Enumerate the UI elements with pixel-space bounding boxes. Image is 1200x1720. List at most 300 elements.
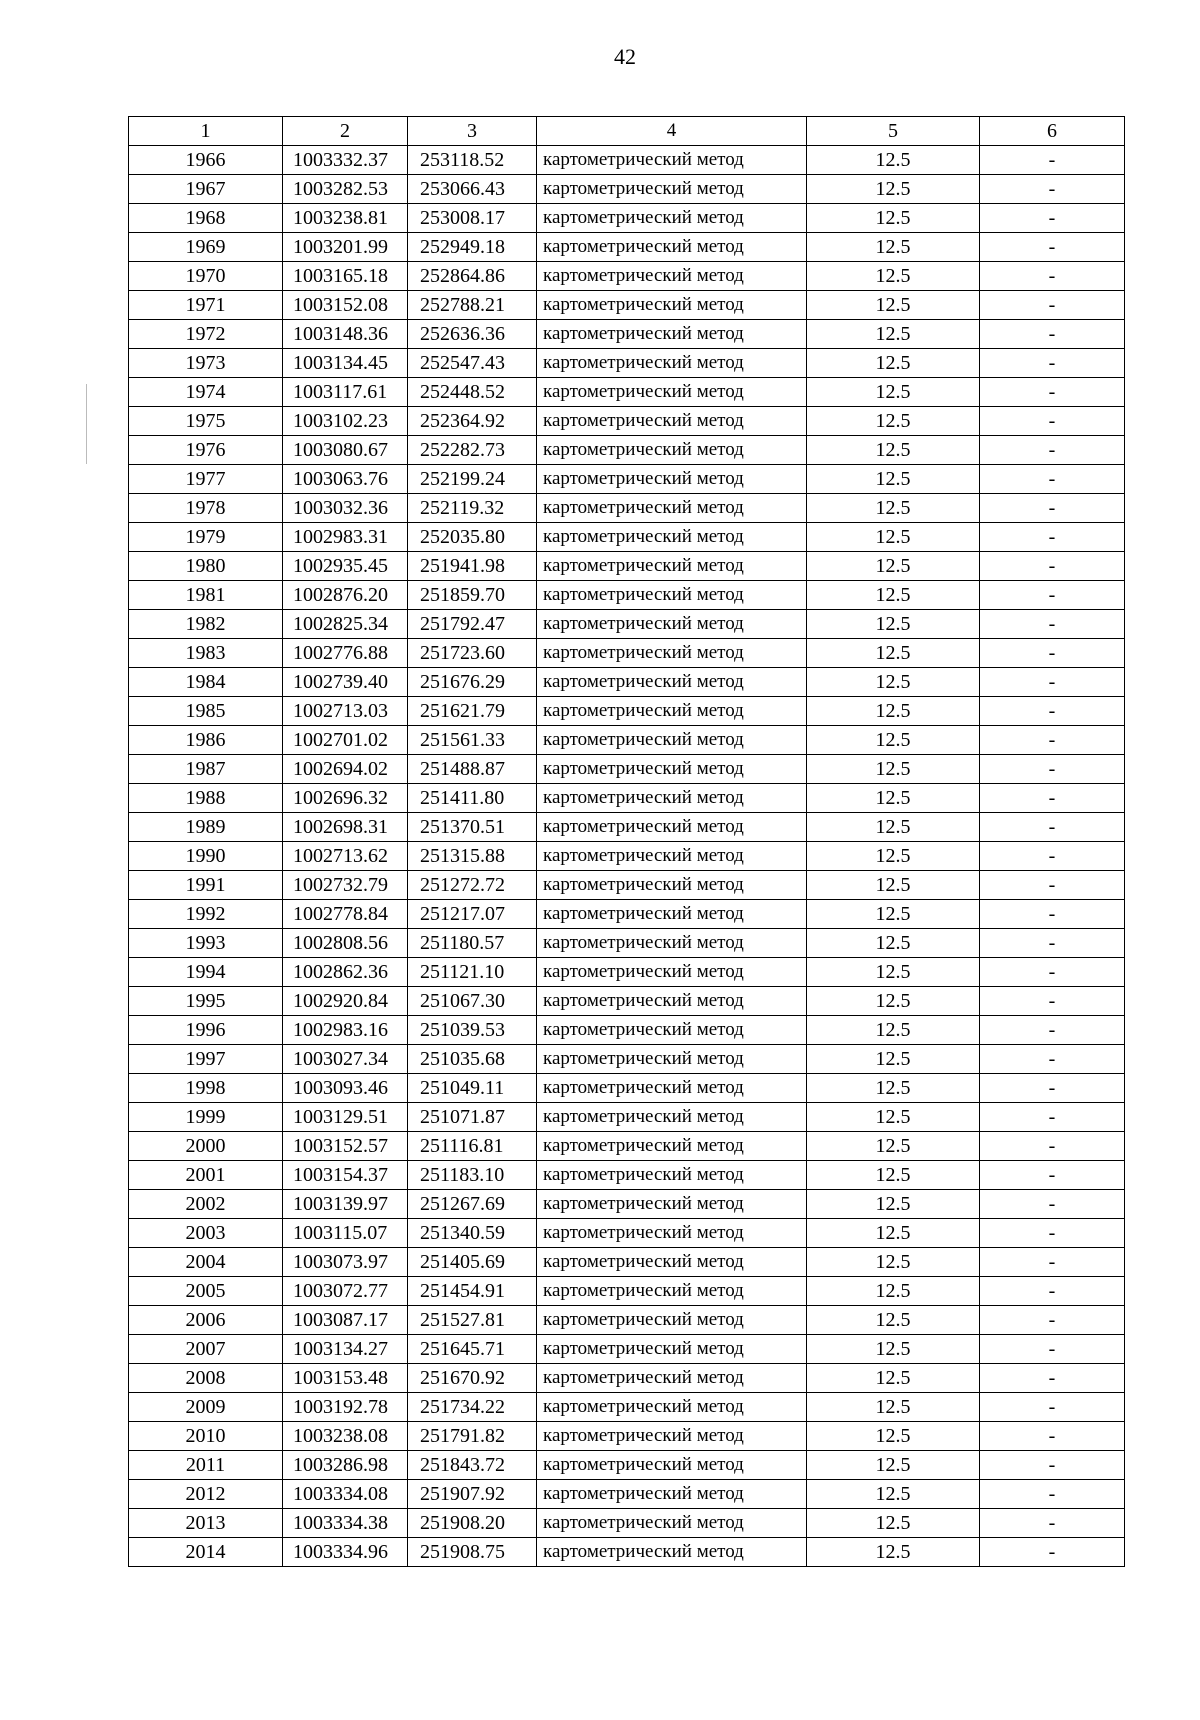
note-cell: - (980, 436, 1125, 465)
point-number-cell: 1997 (129, 1045, 283, 1074)
method-cell: картометрический метод (537, 726, 807, 755)
note-cell: - (980, 1045, 1125, 1074)
coordinates-table (128, 116, 1125, 1567)
accuracy-cell: 12.5 (807, 436, 980, 465)
note-cell: - (980, 146, 1125, 175)
table-row (129, 1364, 1125, 1393)
x-coordinate-cell: 1003117.61 (283, 378, 408, 407)
x-coordinate-cell: 1002920.84 (283, 987, 408, 1016)
method-cell: картометрический метод (537, 639, 807, 668)
accuracy-cell: 12.5 (807, 349, 980, 378)
note-cell: - (980, 1451, 1125, 1480)
table-row (129, 1161, 1125, 1190)
method-cell: картометрический метод (537, 871, 807, 900)
point-number-cell: 2010 (129, 1422, 283, 1451)
note-cell: - (980, 1248, 1125, 1277)
table-row (129, 204, 1125, 233)
point-number-cell: 2001 (129, 1161, 283, 1190)
table-row (129, 175, 1125, 204)
table-row (129, 726, 1125, 755)
x-coordinate-cell: 1002739.40 (283, 668, 408, 697)
table-row (129, 1538, 1125, 1567)
accuracy-cell: 12.5 (807, 378, 980, 407)
x-coordinate-cell: 1003115.07 (283, 1219, 408, 1248)
table-row (129, 871, 1125, 900)
accuracy-cell: 12.5 (807, 291, 980, 320)
x-coordinate-cell: 1003134.45 (283, 349, 408, 378)
note-cell: - (980, 639, 1125, 668)
accuracy-cell: 12.5 (807, 1451, 980, 1480)
y-coordinate-cell: 252864.86 (408, 262, 537, 291)
table-row (129, 465, 1125, 494)
point-number-cell: 1993 (129, 929, 283, 958)
note-cell: - (980, 378, 1125, 407)
note-cell: - (980, 813, 1125, 842)
accuracy-cell: 12.5 (807, 987, 980, 1016)
header-cell-4: 4 (537, 117, 807, 146)
method-cell: картометрический метод (537, 436, 807, 465)
method-cell: картометрический метод (537, 581, 807, 610)
y-coordinate-cell: 252364.92 (408, 407, 537, 436)
point-number-cell: 1968 (129, 204, 283, 233)
point-number-cell: 1969 (129, 233, 283, 262)
method-cell: картометрический метод (537, 1045, 807, 1074)
accuracy-cell: 12.5 (807, 465, 980, 494)
y-coordinate-cell: 251454.91 (408, 1277, 537, 1306)
table-row (129, 407, 1125, 436)
point-number-cell: 1988 (129, 784, 283, 813)
x-coordinate-cell: 1002983.16 (283, 1016, 408, 1045)
table-row (129, 1509, 1125, 1538)
x-coordinate-cell: 1002778.84 (283, 900, 408, 929)
note-cell: - (980, 1364, 1125, 1393)
note-cell: - (980, 1132, 1125, 1161)
method-cell: картометрический метод (537, 668, 807, 697)
point-number-cell: 1981 (129, 581, 283, 610)
y-coordinate-cell: 251941.98 (408, 552, 537, 581)
table-row (129, 1451, 1125, 1480)
point-number-cell: 1979 (129, 523, 283, 552)
method-cell: картометрический метод (537, 407, 807, 436)
point-number-cell: 1990 (129, 842, 283, 871)
accuracy-cell: 12.5 (807, 146, 980, 175)
point-number-cell: 2007 (129, 1335, 283, 1364)
method-cell: картометрический метод (537, 349, 807, 378)
point-number-cell: 1971 (129, 291, 283, 320)
method-cell: картометрический метод (537, 262, 807, 291)
note-cell: - (980, 349, 1125, 378)
y-coordinate-cell: 251527.81 (408, 1306, 537, 1335)
y-coordinate-cell: 251071.87 (408, 1103, 537, 1132)
point-number-cell: 2013 (129, 1509, 283, 1538)
point-number-cell: 1994 (129, 958, 283, 987)
accuracy-cell: 12.5 (807, 1248, 980, 1277)
method-cell: картометрический метод (537, 1219, 807, 1248)
x-coordinate-cell: 1002694.02 (283, 755, 408, 784)
note-cell: - (980, 291, 1125, 320)
method-cell: картометрический метод (537, 465, 807, 494)
x-coordinate-cell: 1003154.37 (283, 1161, 408, 1190)
x-coordinate-cell: 1002825.34 (283, 610, 408, 639)
x-coordinate-cell: 1002713.62 (283, 842, 408, 871)
x-coordinate-cell: 1003153.48 (283, 1364, 408, 1393)
table-row (129, 494, 1125, 523)
x-coordinate-cell: 1003152.57 (283, 1132, 408, 1161)
y-coordinate-cell: 251859.70 (408, 581, 537, 610)
table-row (129, 349, 1125, 378)
y-coordinate-cell: 251405.69 (408, 1248, 537, 1277)
point-number-cell: 1999 (129, 1103, 283, 1132)
point-number-cell: 1972 (129, 320, 283, 349)
x-coordinate-cell: 1003201.99 (283, 233, 408, 262)
x-coordinate-cell: 1003238.08 (283, 1422, 408, 1451)
note-cell: - (980, 958, 1125, 987)
accuracy-cell: 12.5 (807, 697, 980, 726)
y-coordinate-cell: 252547.43 (408, 349, 537, 378)
x-coordinate-cell: 1002698.31 (283, 813, 408, 842)
method-cell: картометрический метод (537, 1335, 807, 1364)
y-coordinate-cell: 251035.68 (408, 1045, 537, 1074)
table-row (129, 320, 1125, 349)
y-coordinate-cell: 252035.80 (408, 523, 537, 552)
table-row (129, 1190, 1125, 1219)
accuracy-cell: 12.5 (807, 929, 980, 958)
method-cell: картометрический метод (537, 320, 807, 349)
point-number-cell: 2005 (129, 1277, 283, 1306)
point-number-cell: 1977 (129, 465, 283, 494)
x-coordinate-cell: 1003282.53 (283, 175, 408, 204)
x-coordinate-cell: 1003093.46 (283, 1074, 408, 1103)
y-coordinate-cell: 253066.43 (408, 175, 537, 204)
note-cell: - (980, 407, 1125, 436)
y-coordinate-cell: 251907.92 (408, 1480, 537, 1509)
note-cell: - (980, 175, 1125, 204)
table-row (129, 581, 1125, 610)
y-coordinate-cell: 251908.20 (408, 1509, 537, 1538)
x-coordinate-cell: 1003134.27 (283, 1335, 408, 1364)
accuracy-cell: 12.5 (807, 784, 980, 813)
method-cell: картометрический метод (537, 146, 807, 175)
accuracy-cell: 12.5 (807, 523, 980, 552)
x-coordinate-cell: 1003129.51 (283, 1103, 408, 1132)
accuracy-cell: 12.5 (807, 1509, 980, 1538)
point-number-cell: 1983 (129, 639, 283, 668)
note-cell: - (980, 1161, 1125, 1190)
method-cell: картометрический метод (537, 378, 807, 407)
method-cell: картометрический метод (537, 784, 807, 813)
note-cell: - (980, 1422, 1125, 1451)
method-cell: картометрический метод (537, 1538, 807, 1567)
y-coordinate-cell: 251340.59 (408, 1219, 537, 1248)
method-cell: картометрический метод (537, 1451, 807, 1480)
note-cell: - (980, 668, 1125, 697)
note-cell: - (980, 1393, 1125, 1422)
accuracy-cell: 12.5 (807, 668, 980, 697)
note-cell: - (980, 1538, 1125, 1567)
x-coordinate-cell: 1002876.20 (283, 581, 408, 610)
note-cell: - (980, 1335, 1125, 1364)
method-cell: картометрический метод (537, 494, 807, 523)
point-number-cell: 2003 (129, 1219, 283, 1248)
y-coordinate-cell: 251049.11 (408, 1074, 537, 1103)
y-coordinate-cell: 251411.80 (408, 784, 537, 813)
note-cell: - (980, 581, 1125, 610)
accuracy-cell: 12.5 (807, 1335, 980, 1364)
point-number-cell: 1980 (129, 552, 283, 581)
accuracy-cell: 12.5 (807, 871, 980, 900)
method-cell: картометрический метод (537, 958, 807, 987)
y-coordinate-cell: 253008.17 (408, 204, 537, 233)
note-cell: - (980, 987, 1125, 1016)
table-row (129, 784, 1125, 813)
point-number-cell: 2011 (129, 1451, 283, 1480)
x-coordinate-cell: 1003032.36 (283, 494, 408, 523)
note-cell: - (980, 1074, 1125, 1103)
note-cell: - (980, 1219, 1125, 1248)
accuracy-cell: 12.5 (807, 1016, 980, 1045)
header-cell-2: 2 (283, 117, 408, 146)
x-coordinate-cell: 1002776.88 (283, 639, 408, 668)
method-cell: картометрический метод (537, 1422, 807, 1451)
note-cell: - (980, 784, 1125, 813)
x-coordinate-cell: 1003027.34 (283, 1045, 408, 1074)
table-row (129, 1132, 1125, 1161)
accuracy-cell: 12.5 (807, 1306, 980, 1335)
method-cell: картометрический метод (537, 1074, 807, 1103)
accuracy-cell: 12.5 (807, 1190, 980, 1219)
x-coordinate-cell: 1002983.31 (283, 523, 408, 552)
point-number-cell: 1985 (129, 697, 283, 726)
table-row (129, 1016, 1125, 1045)
y-coordinate-cell: 251676.29 (408, 668, 537, 697)
y-coordinate-cell: 251315.88 (408, 842, 537, 871)
table-row (129, 929, 1125, 958)
accuracy-cell: 12.5 (807, 1045, 980, 1074)
accuracy-cell: 12.5 (807, 581, 980, 610)
note-cell: - (980, 842, 1125, 871)
y-coordinate-cell: 251067.30 (408, 987, 537, 1016)
note-cell: - (980, 1306, 1125, 1335)
method-cell: картометрический метод (537, 175, 807, 204)
table-row (129, 639, 1125, 668)
x-coordinate-cell: 1002713.03 (283, 697, 408, 726)
note-cell: - (980, 1480, 1125, 1509)
table-row (129, 1103, 1125, 1132)
point-number-cell: 1991 (129, 871, 283, 900)
point-number-cell: 1973 (129, 349, 283, 378)
note-cell: - (980, 900, 1125, 929)
x-coordinate-cell: 1003063.76 (283, 465, 408, 494)
table-row (129, 1074, 1125, 1103)
note-cell: - (980, 465, 1125, 494)
y-coordinate-cell: 251734.22 (408, 1393, 537, 1422)
y-coordinate-cell: 251908.75 (408, 1538, 537, 1567)
table-row (129, 1422, 1125, 1451)
x-coordinate-cell: 1003073.97 (283, 1248, 408, 1277)
accuracy-cell: 12.5 (807, 726, 980, 755)
table-row (129, 755, 1125, 784)
y-coordinate-cell: 251561.33 (408, 726, 537, 755)
x-coordinate-cell: 1002808.56 (283, 929, 408, 958)
accuracy-cell: 12.5 (807, 1422, 980, 1451)
method-cell: картометрический метод (537, 1190, 807, 1219)
y-coordinate-cell: 251267.69 (408, 1190, 537, 1219)
point-number-cell: 2012 (129, 1480, 283, 1509)
point-number-cell: 1995 (129, 987, 283, 1016)
header-cell-5: 5 (807, 117, 980, 146)
y-coordinate-cell: 251370.51 (408, 813, 537, 842)
table-row (129, 1335, 1125, 1364)
point-number-cell: 2004 (129, 1248, 283, 1277)
method-cell: картометрический метод (537, 842, 807, 871)
accuracy-cell: 12.5 (807, 813, 980, 842)
y-coordinate-cell: 252949.18 (408, 233, 537, 262)
table-row (129, 291, 1125, 320)
table-row (129, 697, 1125, 726)
table-row (129, 146, 1125, 175)
table-row (129, 1393, 1125, 1422)
y-coordinate-cell: 251180.57 (408, 929, 537, 958)
point-number-cell: 2006 (129, 1306, 283, 1335)
x-coordinate-cell: 1003334.08 (283, 1480, 408, 1509)
coordinates-table-body (129, 117, 1125, 1567)
point-number-cell: 1996 (129, 1016, 283, 1045)
point-number-cell: 1976 (129, 436, 283, 465)
table-row (129, 958, 1125, 987)
method-cell: картометрический метод (537, 1103, 807, 1132)
accuracy-cell: 12.5 (807, 610, 980, 639)
table-row (129, 1277, 1125, 1306)
note-cell: - (980, 262, 1125, 291)
note-cell: - (980, 871, 1125, 900)
table-row (129, 1480, 1125, 1509)
note-cell: - (980, 552, 1125, 581)
method-cell: картометрический метод (537, 1393, 807, 1422)
x-coordinate-cell: 1003087.17 (283, 1306, 408, 1335)
point-number-cell: 1978 (129, 494, 283, 523)
y-coordinate-cell: 252199.24 (408, 465, 537, 494)
accuracy-cell: 12.5 (807, 1277, 980, 1306)
point-number-cell: 1966 (129, 146, 283, 175)
point-number-cell: 1998 (129, 1074, 283, 1103)
accuracy-cell: 12.5 (807, 1161, 980, 1190)
y-coordinate-cell: 251488.87 (408, 755, 537, 784)
x-coordinate-cell: 1002732.79 (283, 871, 408, 900)
method-cell: картометрический метод (537, 755, 807, 784)
note-cell: - (980, 204, 1125, 233)
note-cell: - (980, 929, 1125, 958)
y-coordinate-cell: 251272.72 (408, 871, 537, 900)
x-coordinate-cell: 1003072.77 (283, 1277, 408, 1306)
point-number-cell: 1987 (129, 755, 283, 784)
x-coordinate-cell: 1003334.96 (283, 1538, 408, 1567)
note-cell: - (980, 1277, 1125, 1306)
point-number-cell: 1970 (129, 262, 283, 291)
table-row (129, 842, 1125, 871)
note-cell: - (980, 1509, 1125, 1538)
x-coordinate-cell: 1002696.32 (283, 784, 408, 813)
method-cell: картометрический метод (537, 1132, 807, 1161)
point-number-cell: 1986 (129, 726, 283, 755)
y-coordinate-cell: 252636.36 (408, 320, 537, 349)
method-cell: картометрический метод (537, 1306, 807, 1335)
y-coordinate-cell: 251116.81 (408, 1132, 537, 1161)
point-number-cell: 2009 (129, 1393, 283, 1422)
accuracy-cell: 12.5 (807, 320, 980, 349)
accuracy-cell: 12.5 (807, 1132, 980, 1161)
accuracy-cell: 12.5 (807, 1219, 980, 1248)
accuracy-cell: 12.5 (807, 233, 980, 262)
table-row (129, 233, 1125, 262)
x-coordinate-cell: 1002935.45 (283, 552, 408, 581)
margin-mark (86, 384, 87, 464)
note-cell: - (980, 755, 1125, 784)
y-coordinate-cell: 251791.82 (408, 1422, 537, 1451)
y-coordinate-cell: 252119.32 (408, 494, 537, 523)
method-cell: картометрический метод (537, 523, 807, 552)
table-row (129, 523, 1125, 552)
note-cell: - (980, 233, 1125, 262)
note-cell: - (980, 523, 1125, 552)
accuracy-cell: 12.5 (807, 407, 980, 436)
method-cell: картометрический метод (537, 552, 807, 581)
note-cell: - (980, 1103, 1125, 1132)
page-number: 42 (614, 44, 636, 69)
accuracy-cell: 12.5 (807, 1538, 980, 1567)
point-number-cell: 2008 (129, 1364, 283, 1393)
note-cell: - (980, 320, 1125, 349)
x-coordinate-cell: 1003192.78 (283, 1393, 408, 1422)
x-coordinate-cell: 1003102.23 (283, 407, 408, 436)
table-row (129, 1045, 1125, 1074)
y-coordinate-cell: 251792.47 (408, 610, 537, 639)
point-number-cell: 1982 (129, 610, 283, 639)
accuracy-cell: 12.5 (807, 1480, 980, 1509)
method-cell: картометрический метод (537, 204, 807, 233)
accuracy-cell: 12.5 (807, 1364, 980, 1393)
accuracy-cell: 12.5 (807, 552, 980, 581)
header-cell-3: 3 (408, 117, 537, 146)
header-cell-6: 6 (980, 117, 1125, 146)
table-row (129, 1306, 1125, 1335)
accuracy-cell: 12.5 (807, 755, 980, 784)
point-number-cell: 1992 (129, 900, 283, 929)
table-row (129, 900, 1125, 929)
note-cell: - (980, 726, 1125, 755)
table-row (129, 378, 1125, 407)
y-coordinate-cell: 252788.21 (408, 291, 537, 320)
accuracy-cell: 12.5 (807, 1103, 980, 1132)
method-cell: картометрический метод (537, 697, 807, 726)
y-coordinate-cell: 251621.79 (408, 697, 537, 726)
x-coordinate-cell: 1003238.81 (283, 204, 408, 233)
accuracy-cell: 12.5 (807, 1393, 980, 1422)
method-cell: картометрический метод (537, 1016, 807, 1045)
accuracy-cell: 12.5 (807, 639, 980, 668)
table-row (129, 1248, 1125, 1277)
x-coordinate-cell: 1002862.36 (283, 958, 408, 987)
x-coordinate-cell: 1003139.97 (283, 1190, 408, 1219)
note-cell: - (980, 494, 1125, 523)
table-row (129, 262, 1125, 291)
accuracy-cell: 12.5 (807, 175, 980, 204)
method-cell: картометрический метод (537, 1509, 807, 1538)
x-coordinate-cell: 1003165.18 (283, 262, 408, 291)
note-cell: - (980, 1016, 1125, 1045)
y-coordinate-cell: 253118.52 (408, 146, 537, 175)
accuracy-cell: 12.5 (807, 494, 980, 523)
method-cell: картометрический метод (537, 1161, 807, 1190)
